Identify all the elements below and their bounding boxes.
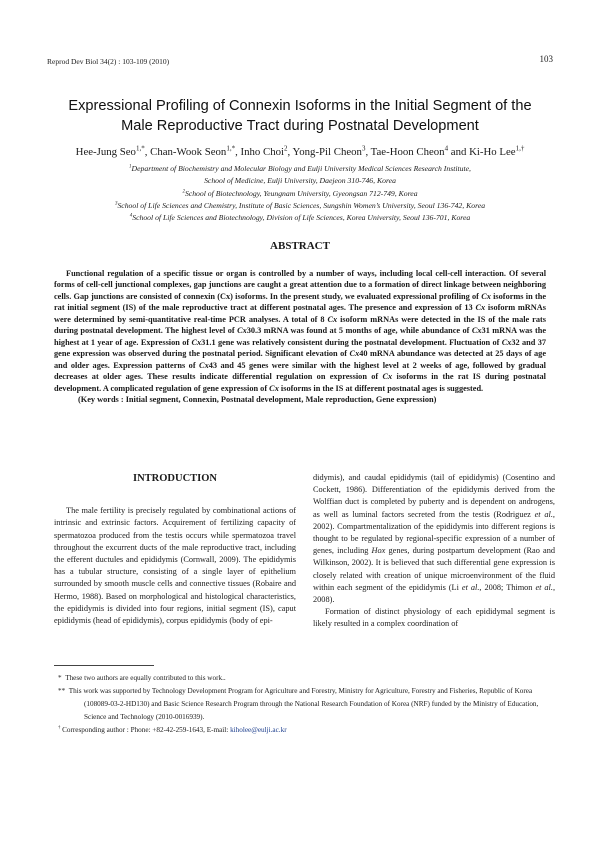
affiliations bbox=[40, 163, 560, 224]
author-affil-mark: 2 bbox=[284, 144, 288, 153]
title-line-2: Male Reproductive Tract during Postnatal Development bbox=[121, 118, 479, 134]
author-name: Yong-Pil Cheon bbox=[292, 146, 362, 158]
author-affil-mark: 1,† bbox=[515, 144, 525, 153]
page-number: 103 bbox=[539, 54, 553, 64]
abstract-text: Functional regulation of a specific tissue or organ is controlled by a number of ways, including local cell-cell interaction. Of several forms of cell-cell junctional complexes, gap junctions are caught a great attention due to a formation of direct linkage between neighboring cells. Gap junctions are consisted of connexin (Cx) isoforms. In the present study, we evaluated expressional profiling of Cx isoforms in the rat initial segment (IS) of the male reproductive tract at different postnatal ages. The presence and expression of 13 Cx isoform mRNAs were determined by semi-quantitative real-time PCR analyses. A total of 8 Cx isoform mRNAs were detected in the IS of the male rats during postnatal development. The highest level of Cx30.3 mRNA was found at 5 months of age, while abundance of Cx31 mRNA was the highest at 1 year of age. Expression of Cx31.1 gene was relatively consistent during the postnatal development. Fluctuation of Cx32 and 37 gene expression was observed during the postnatal period. Significant elevation of Cx40 mRNA abundance was detected at 25 days of age and older ages. Expression patterns of Cx43 and 45 genes were similar with the highest level at 2 weeks of age, followed by gradual decreases at older ages. These results indicate differential regulation on expression of Cx isoforms in the rat IS during postnatal development. A complicated regulation of gene expression of Cx isoforms in the IS at different postnatal ages is suggested. bbox=[54, 269, 547, 393]
author-name: Tae-Hoon Cheon bbox=[370, 146, 445, 158]
keywords: (Key words : Initial segment, Connexin, Postnatal development, Male reproduction, Gene expression) bbox=[78, 394, 437, 404]
author-name: Ki-Ho Lee bbox=[469, 146, 516, 158]
title-line-1: Expressional Profiling of Connexin Isoforms in the Initial Segment of the bbox=[68, 98, 532, 114]
footnote: * These two authors are equally contributed to this work.. bbox=[58, 674, 226, 682]
author-affil-mark: 4 bbox=[444, 144, 449, 153]
intro-paragraph: The male fertility is precisely regulated by combinational actions of intrinsic and extrinsic factors. Acquirement of fertilizing capacity of spermatozoa produced from the testis occurs while spermatozoa travel throughout the excurrent ducts of the male reproductive tract, including the efferent ductules and epididymis (Cornwall, 2009). The epididymis has a tubular structure, consisting of a single layer of epithelium surrounded by smooth muscle cells and connective tissues (Robaire and Hermo, 1988). Based on morphological and histological characteristics, the epididymis is divided into four regions, initial segment (IS), caput epididymis (head of epididymis), corpus epididymis (body of epi- bbox=[54, 506, 296, 626]
column-right bbox=[313, 472, 555, 631]
author-list: Hee-Jung Seo$^{1,*}$, Chan-Wook Seon$^{1,*}$, Inho Choi$^2$, Yong-Pil Cheon$^3$, Tae-Hoon Cheon$^4$ and Ki-Ho Lee$^{1,\dagger}$ bbox=[75, 144, 525, 158]
paper-title bbox=[40, 96, 560, 136]
affiliation-line: $^3$School of Life Sciences and Chemistry, Institute of Basic Sciences, Sungshin Women’s University, Seoul 136-742, Korea bbox=[114, 200, 486, 210]
footnote: ** This work was supported by Technology Development Program for Agriculture and Forestry, Ministry for Agriculture, Forestry and Fisheries, Republic of Korea (108089-03-2-HD130) and Basic Science Research Program through the National Research Foundation of Korea (NRF) funded by the Ministry of Education, Science and Technology (2010-0016939). bbox=[58, 687, 539, 721]
intro-paragraph: Formation of distinct physiology of each epididymal segment is likely resulted in a complex coordination of bbox=[313, 607, 555, 629]
author-name: Hee-Jung Seo bbox=[75, 146, 136, 158]
affiliation-line: School of Medicine, Eulji University, Daejeon 310-746, Korea bbox=[204, 176, 396, 186]
footnote-divider bbox=[54, 665, 154, 666]
affiliation-line: $^4$School of Life Sciences and Biotechnology, Division of Life Sciences, Korea University, Seoul 136-701, Korea bbox=[129, 213, 471, 223]
introduction-heading: INTRODUCTION bbox=[132, 473, 217, 484]
email-link[interactable]: kiholee@eulji.ac.kr bbox=[230, 726, 287, 734]
author-affil-mark: 1,* bbox=[135, 144, 145, 153]
column-left bbox=[54, 472, 296, 627]
footnotes bbox=[54, 672, 546, 737]
author-affil-mark: 3 bbox=[361, 144, 366, 153]
abstract-body bbox=[54, 268, 546, 405]
affiliation-line: $^2$School of Biotechnology, Yeungnam University, Gyeongsan 712-749, Korea bbox=[182, 188, 418, 198]
footnote: † Corresponding author : Phone: +82-42-259-1643, E-mail: kiholee@eulji.ac.kr bbox=[58, 725, 287, 734]
author-name: Inho Choi bbox=[240, 146, 285, 158]
intro-paragraph: didymis), and caudal epididymis (tail of epididymis) (Cosentino and Cockett, 1986). Differentiation of the epididymis derived from the Wolffian duct is completed by puberty and is dependent on androgens, as well as luminal factors secreted from the testis (Rodriguez et al., 2002). Compartmentalization of the epididymis into different regions is thought to be regulated by regional-specific expression of a number of genes, including Hox genes, during postpartum development (Rao and Wilkinson, 2002). It is believed that such differential gene expression is closely related with creation of unique microenvironment of the fluid within each segment of the epididymis (Li et al., 2008; Thimon et al., 2008). bbox=[313, 473, 556, 605]
author-affil-mark: 1,* bbox=[226, 144, 236, 153]
running-head: Reprod Dev Biol 34(2) : 103-109 (2010) bbox=[47, 57, 170, 66]
abstract-heading: ABSTRACT bbox=[270, 240, 330, 252]
affiliation-line: $^1$Department of Biochemistry and Molecular Biology and Eulji University Medical Sciences Research Institute, bbox=[129, 164, 471, 173]
author-name: Chan-Wook Seon bbox=[150, 146, 227, 158]
